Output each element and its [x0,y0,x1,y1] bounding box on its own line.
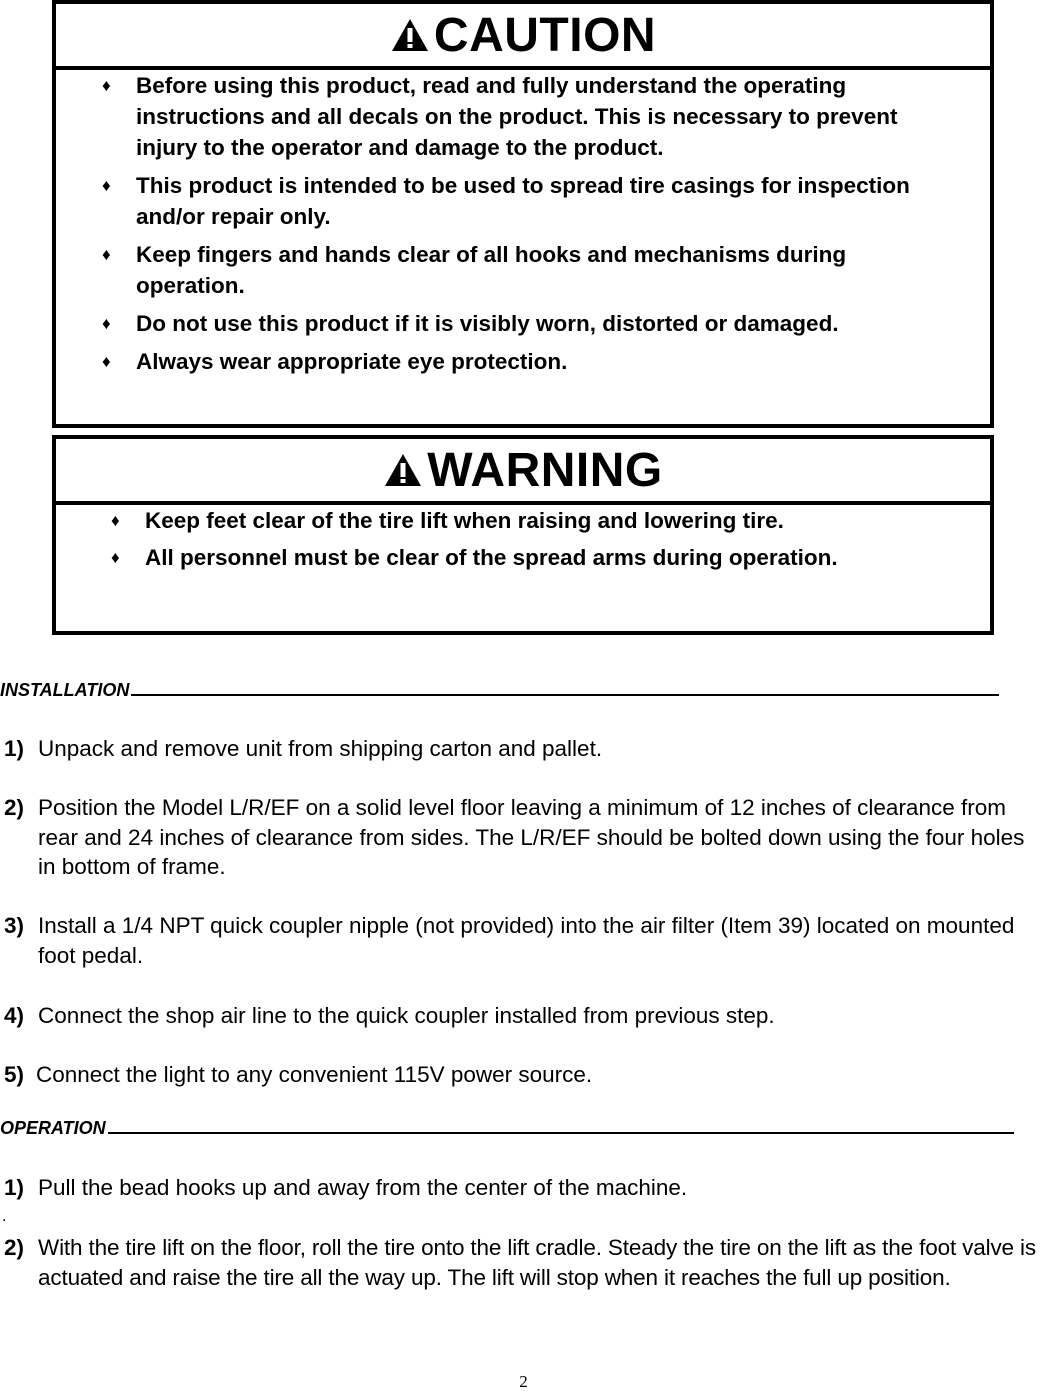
caution-header [56,4,990,70]
installation-step: 3) Install a 1/4 NPT quick coupler nipple (not provided) into the air filter (Item 39) located on mounted foot pedal. [4,913,1015,968]
caution-box [52,0,994,428]
operation-step: 1) Pull the bead hooks up and away from the center of the machine. [4,1175,688,1200]
caution-item: ♦ Do not use this product if it is visibly worn, distorted or damaged. [136,308,956,339]
installation-step: 4) Connect the shop air line to the quick coupler installed from previous step. [4,1003,775,1028]
diamond-bullet-icon: ♦ [102,176,111,195]
caution-list [102,70,956,377]
heading-rule [131,694,999,696]
caution-title: CAUTION [433,8,657,62]
warning-item: ♦ All personnel must be clear of the spread arms during operation. [145,542,975,573]
stray-mark: . [2,1208,7,1225]
installation-step: 5) Connect the light to any convenient 115V power source. [4,1062,593,1087]
warning-list [111,505,975,573]
warning-triangle-icon [383,452,423,488]
diamond-bullet-icon: ♦ [102,76,111,95]
installation-step: 1) Unpack and remove unit from shipping carton and pallet. [4,736,603,761]
installation-step: 2) Position the Model L/R/EF on a solid level floor leaving a minimum of 12 inches of clearance from rear and 24 inches of clearance from sides. The L/R/EF should be bolted down using the four holes in bottom of frame. [4,795,1025,879]
caution-item: ♦ Always wear appropriate eye protection. [136,346,956,377]
caution-item: ♦ Keep fingers and hands clear of all hooks and mechanisms during operation. [136,239,956,301]
warning-box [52,435,994,635]
diamond-bullet-icon: ♦ [111,511,120,530]
installation-heading: INSTALLATION [0,680,1040,701]
diamond-bullet-icon: ♦ [102,245,111,264]
caution-item: ♦ Before using this product, read and fully understand the operating instructions and all decals on the product. This is necessary to prevent injury to the operator and damage to the product. [136,70,956,163]
page-number: 2 [519,1372,528,1391]
diamond-bullet-icon: ♦ [102,314,111,333]
warning-item: ♦ Keep feet clear of the tire lift when raising and lowering tire. [145,505,975,536]
operation-step: 2) With the tire lift on the floor, roll the tire onto the lift cradle. Steady the tire on the lift as the foot valve is actuated and raise the tire all the way up. The lift will stop when it reaches the full up position. [4,1235,1036,1290]
warning-header [56,439,990,505]
warning-title: WARNING [427,443,663,497]
diamond-bullet-icon: ♦ [111,548,120,567]
operation-heading: OPERATION [0,1118,1047,1139]
warning-triangle-icon [390,17,430,53]
diamond-bullet-icon: ♦ [102,352,111,371]
caution-item: ♦ This product is intended to be used to spread tire casings for inspection and/or repair only. [136,170,956,232]
heading-rule [108,1132,1014,1134]
